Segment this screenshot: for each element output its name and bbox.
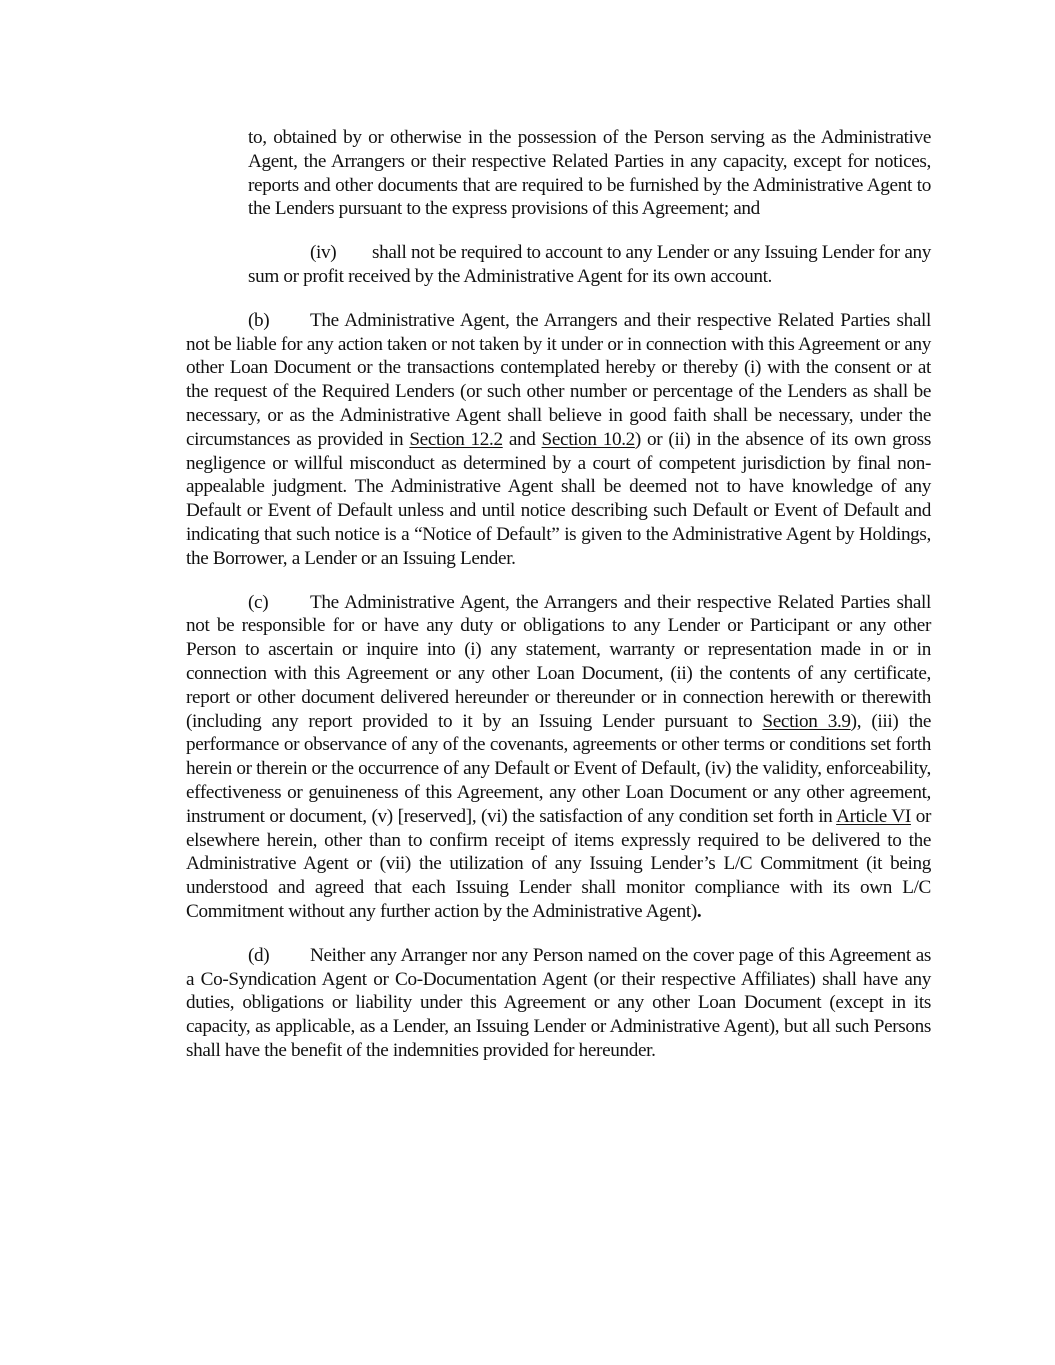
clause-b-text-1: The Administrative Agent, the Arrangers and their respective Related Parties shall not be liable for any action taken or not taken by it under or in connection with this Agreement or any other Loan Document or the transactions contemplated hereby or thereby (i) with the consent or at the request of the Required Lenders (or such other number or percentage of the Lenders as shall be necessary, or as the Administrative Agent shall believe in good faith shall be necessary, under the circumstances as provided in xyxy=(186,309,931,450)
clause-c-text-1: The Administrative Agent, the Arrangers and their respective Related Parties shall not be responsible for or have any duty or obligations to any Lender or Participant or any other Person to ascertain or inquire into (i) any statement, warranty or representation made in or in connection with this Agreement or any other Loan Document, (ii) the contents of any certificate, report or other document delivered hereunder or thereunder or in connection herewith or therewith (including any report provided to it by an Issuing Lender pursuant to xyxy=(186,591,931,732)
clause-b-text-2: and xyxy=(502,428,542,450)
clause-iv xyxy=(248,241,931,289)
clause-c xyxy=(186,591,931,924)
clause-c-end-period: . xyxy=(696,900,702,922)
document-page xyxy=(186,126,931,1063)
clause-c-label: (c) xyxy=(248,591,269,613)
clause-iv-label: (iv) xyxy=(310,242,337,264)
clause-c-text-3: or elsewhere herein, other than to confirm receipt of items expressly required to be delivered to the Administrative Agent or (vii) the utilization of any Issuing Lender’s L/C Commitment (it being understood and agreed that each Issuing Lender shall monitor compliance with its own L/C Commitment without any further action by the Administrative Agent) xyxy=(186,805,931,922)
clause-b-label: (b) xyxy=(248,309,270,331)
clause-d xyxy=(186,944,931,1063)
clause-iv-text: shall not be required to account to any Lender or any Issuing Lender for any sum or profit received by the Administrative Agent for its own account. xyxy=(248,242,931,287)
section-10-2-link[interactable]: Section 10.2 xyxy=(541,428,635,450)
clause-b xyxy=(186,309,931,571)
section-12-2-link[interactable]: Section 12.2 xyxy=(409,428,503,450)
clause-b-text-3: ) or (ii) in the absence of its own gross negligence or willful misconduct as determined by a court of competent jurisdiction by final non-appealable judgment. The Administrative Agent shall be deemed not to have knowledge of any Default or Event of Default unless and until notice describing such Default or Event of Default and indicating that such notice is a “Notice of Default” is given to the Administrative Agent by Holdings, the Borrower, a Lender or an Issuing Lender. xyxy=(186,428,931,569)
clause-d-text: Neither any Arranger nor any Person named on the cover page of this Agreement as a Co-Syndication Agent or Co-Documentation Agent (or their respective Affiliates) shall have any duties, obligations or liability under this Agreement or any other Loan Document (except in its capacity, as applicable, as a Lender, an Issuing Lender or Administrative Agent), but all such Persons shall have the benefit of the indemnities provided for hereunder. xyxy=(186,944,931,1061)
article-vi-link[interactable]: Article VI xyxy=(836,805,911,827)
clause-iii-text: to, obtained by or otherwise in the possession of the Person serving as the Administrative Agent, the Arrangers or their respective Related Parties in any capacity, except for notices, reports and other documents that are required to be furnished by the Administrative Agent to the Lenders pursuant to the express provisions of this Agreement; and xyxy=(248,127,931,220)
clause-d-label: (d) xyxy=(248,944,270,966)
clause-c-text-2: ), (iii) the performance or observance of any of the covenants, agreements or other terms or conditions set forth herein or therein or the occurrence of any Default or Event of Default, (iv) the validity, enforceability, effectiveness or genuineness of this Agreement, any other Loan Document or any other agreement, instrument or document, (v) [reserved], (vi) the satisfaction of any condition set forth in xyxy=(186,710,931,827)
section-3-9-link[interactable]: Section 3.9 xyxy=(762,710,851,732)
clause-iii-continuation xyxy=(248,126,931,221)
